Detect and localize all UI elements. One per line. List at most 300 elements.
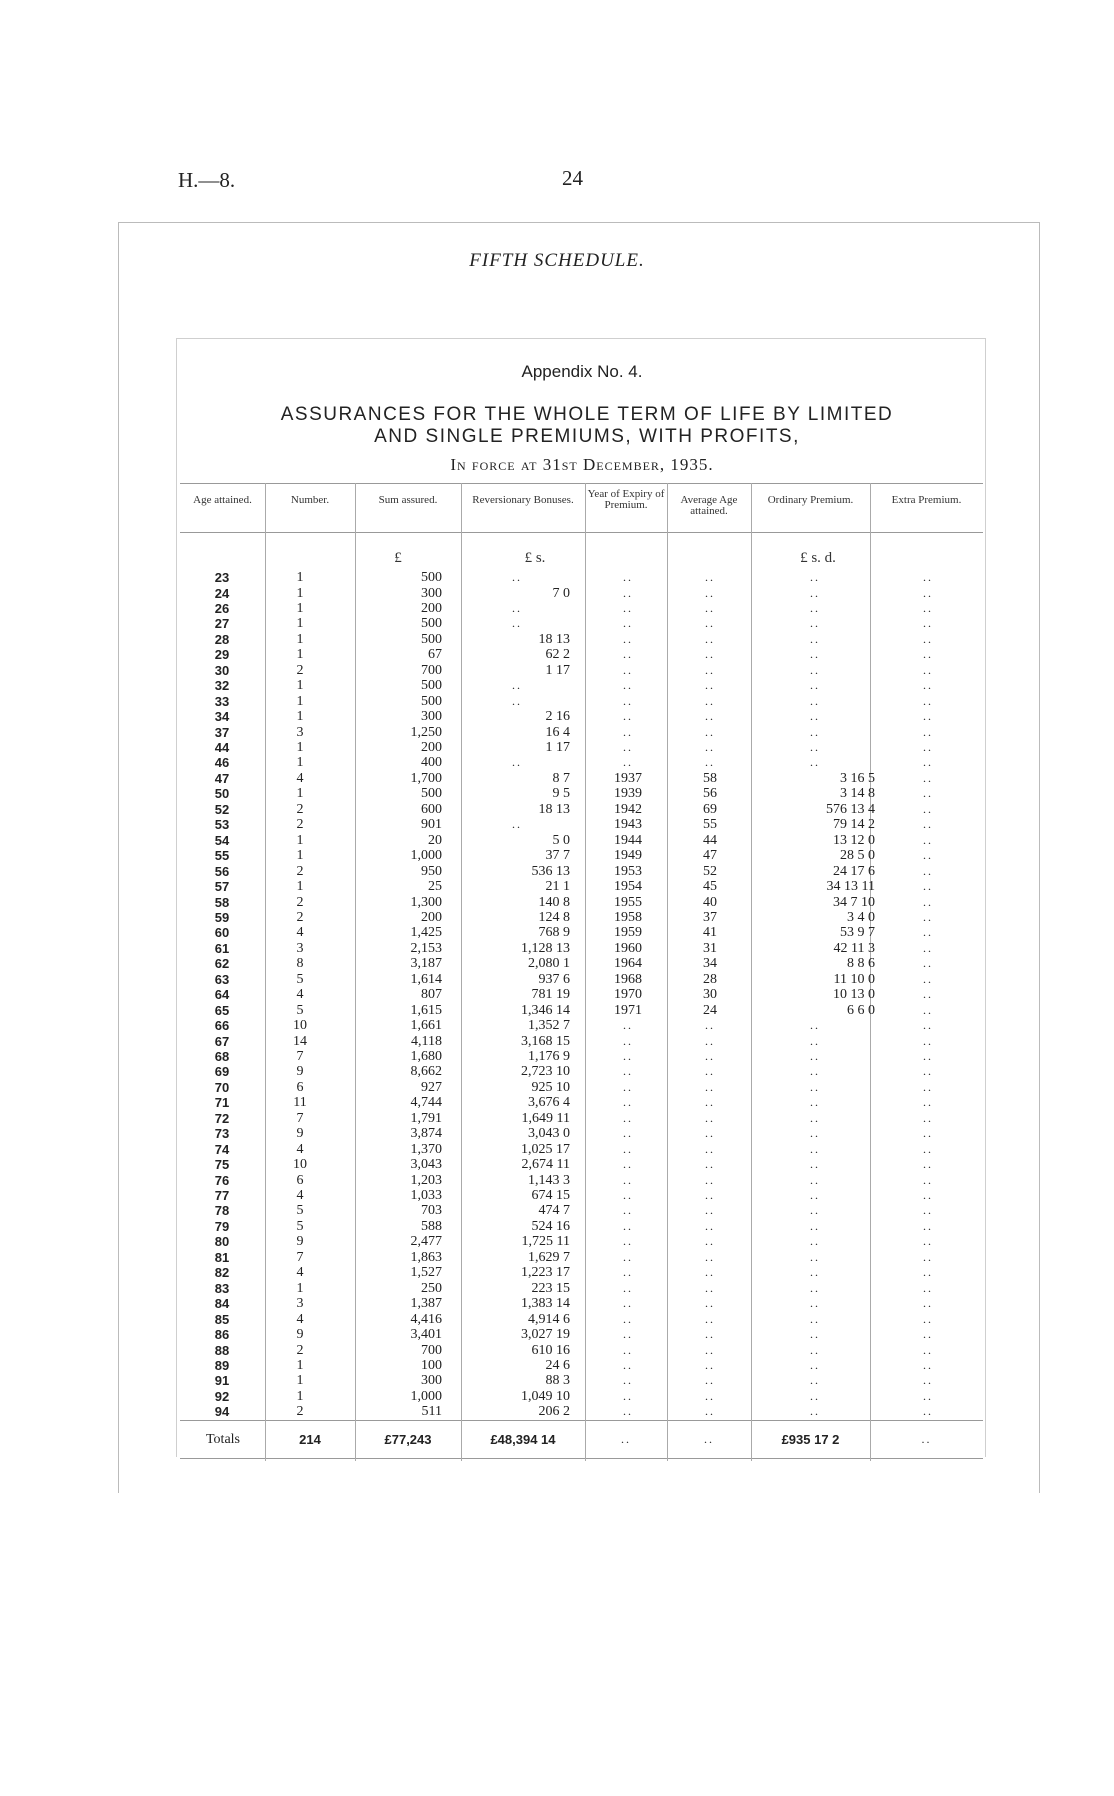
table-cell: 61 [214, 940, 230, 956]
table-cell: 4 [296, 987, 304, 1003]
table-cell: .. [705, 1110, 715, 1125]
table-cell: 9 [296, 1064, 304, 1080]
table-cell: 9 5 [552, 786, 570, 802]
table-cell: 1,203 [410, 1172, 442, 1188]
table-cell: .. [810, 1064, 820, 1079]
table-cell: .. [923, 848, 933, 863]
table-cell: .. [810, 1079, 820, 1094]
table-cell: .. [923, 1203, 933, 1218]
main-title-line-1: ASSURANCES FOR THE WHOLE TERM OF LIFE BY LIMITED [280, 404, 894, 425]
table-cell: .. [705, 631, 715, 646]
table-cell: 1,791 [410, 1110, 442, 1126]
table-cell: 7 0 [552, 585, 570, 601]
table-cell: .. [705, 1095, 715, 1110]
subtitle: In force at 31st December, 1935. [450, 455, 714, 474]
table-cell: 524 16 [531, 1218, 570, 1234]
table-cell: 5 0 [552, 832, 570, 848]
table-cell: 54 [214, 832, 230, 848]
table-cell: .. [623, 1249, 633, 1264]
table-cell: 300 [421, 585, 442, 601]
table-cell: 56 [703, 786, 717, 802]
totals-bonus: £48,394 14 [490, 1432, 556, 1447]
table-cell: 511 [421, 1404, 442, 1420]
table-cell: 28 [703, 971, 717, 987]
table-cell: 200 [421, 909, 442, 925]
table-cell: 1 [296, 740, 304, 755]
table-cell: .. [923, 801, 933, 816]
table-cell: .. [923, 1095, 933, 1110]
table-cell: 1958 [614, 909, 642, 925]
page-number: 24 [562, 166, 583, 190]
table-cell: 1955 [614, 894, 642, 910]
table-cell: 1 [296, 879, 304, 894]
table-cell: 1,000 [410, 1388, 442, 1404]
table-cell: .. [623, 1033, 633, 1048]
table-cell: 4,416 [410, 1311, 442, 1327]
table-cell: .. [923, 662, 933, 677]
table-cell: 76 [214, 1172, 230, 1188]
column-header-year: Year of Expiry of Premium. [587, 488, 665, 511]
appendix-heading: Appendix No. 4. [521, 362, 643, 381]
column-header-avg-age: Average Age attained. [680, 494, 738, 517]
table-cell: 8 8 6 [847, 956, 875, 972]
table-cell: .. [705, 724, 715, 739]
table-cell: 45 [703, 879, 717, 894]
table-cell: .. [923, 1110, 933, 1125]
totals-avg-age: .. [704, 1432, 714, 1446]
table-cell: .. [923, 1033, 933, 1048]
table-cell: .. [623, 755, 633, 770]
table-cell: .. [705, 1234, 715, 1249]
table-cell: .. [810, 1388, 820, 1403]
table-cell: 62 2 [545, 647, 570, 663]
table-cell: 11 10 0 [833, 971, 875, 987]
table-cell: .. [623, 1373, 633, 1388]
table-cell: 58 [703, 770, 717, 786]
table-cell: .. [810, 662, 820, 677]
table-cell: 1 [296, 832, 304, 848]
table-cell: 1 [296, 600, 304, 616]
table-cell: 62 [214, 956, 230, 972]
table-cell: 14 [293, 1033, 307, 1049]
table-cell: 2 [296, 1342, 304, 1358]
table-cell: .. [623, 1311, 633, 1326]
table-cell: .. [810, 1110, 820, 1125]
unit-sum: £ [394, 550, 402, 566]
table-cell: .. [923, 709, 933, 723]
table-cell: .. [810, 740, 820, 754]
table-cell: .. [923, 600, 933, 615]
table-cell: 100 [421, 1357, 442, 1373]
table-cell: 79 [214, 1218, 230, 1234]
table-cell: 41 [703, 925, 717, 941]
table-cell: .. [923, 1172, 933, 1187]
table-cell: 65 [214, 1002, 230, 1018]
table-cell: 77 [214, 1188, 230, 1203]
table-cell: 901 [421, 817, 442, 833]
table-cell: 10 [293, 1157, 307, 1173]
table-cell: 3,043 0 [528, 1126, 570, 1142]
table-cell: 576 13 4 [826, 801, 875, 817]
table-cell: .. [810, 724, 820, 739]
table-cell: 500 [421, 693, 442, 709]
table-cell: 30 [703, 987, 717, 1003]
table-cell: .. [705, 1079, 715, 1094]
table-cell: .. [512, 600, 522, 615]
table-cell: .. [623, 1234, 633, 1249]
table-cell: 88 [214, 1342, 230, 1358]
table-cell: 1,000 [410, 848, 442, 864]
table-cell: 3 4 0 [847, 909, 875, 925]
table-cell: 3,027 19 [521, 1327, 570, 1342]
table-cell: .. [810, 1218, 820, 1233]
table-cell: 500 [421, 678, 442, 694]
table-cell: .. [705, 616, 715, 631]
table-cell: 18 13 [538, 801, 570, 817]
table-cell: 703 [421, 1203, 442, 1219]
table-cell: .. [623, 1064, 633, 1079]
table-cell: .. [705, 1172, 715, 1187]
table-cell: 300 [421, 1373, 442, 1389]
table-cell: 73 [214, 1126, 230, 1142]
table-cell: 2 [296, 1404, 304, 1420]
totals-number: 214 [299, 1432, 321, 1447]
table-cell: .. [512, 616, 522, 631]
table-cell: 57 [214, 879, 230, 894]
table-cell: 34 7 10 [833, 894, 875, 910]
table-cell: .. [923, 817, 933, 832]
table-cell: 4 [296, 1141, 304, 1157]
table-cell: .. [810, 755, 820, 770]
table-cell: 74 [214, 1141, 230, 1157]
table-cell: .. [923, 1249, 933, 1264]
table-cell: 1,615 [410, 1002, 442, 1018]
table-cell: 1,629 7 [528, 1249, 570, 1265]
table-cell: 84 [214, 1296, 230, 1312]
table-cell: .. [705, 1033, 715, 1048]
table-cell: .. [623, 1327, 633, 1341]
table-cell: 80 [214, 1234, 230, 1250]
table-cell: 79 14 2 [833, 817, 875, 833]
table-cell: .. [705, 570, 715, 584]
table-cell: 34 13 11 [826, 879, 875, 894]
table-cell: 124 8 [538, 909, 570, 925]
table-cell: 200 [421, 740, 442, 755]
table-cell: 37 [703, 909, 717, 925]
table-cell: .. [705, 1342, 715, 1357]
table-cell: .. [623, 709, 633, 723]
table-cell: 2 [296, 909, 304, 925]
table-cell: .. [923, 1296, 933, 1311]
table-cell: .. [923, 1002, 933, 1017]
table-cell: 1,383 14 [521, 1296, 570, 1312]
table-cell: .. [923, 863, 933, 878]
table-cell: .. [705, 1203, 715, 1218]
table-cell: 1 [296, 848, 304, 864]
table-cell: .. [623, 1157, 633, 1172]
table-cell: 300 [421, 709, 442, 724]
table-cell: .. [923, 1157, 933, 1172]
table-cell: 1 [296, 570, 304, 585]
table-cell: 1 [296, 616, 304, 632]
table-cell: 4,744 [410, 1095, 442, 1111]
table-cell: 28 5 0 [840, 848, 875, 864]
table-cell: 600 [421, 801, 442, 817]
table-cell: .. [705, 1311, 715, 1326]
table-cell: 24 6 [545, 1357, 570, 1373]
table-cell: 781 19 [531, 987, 570, 1003]
table-cell: 88 3 [545, 1373, 570, 1389]
table-cell: .. [810, 1126, 820, 1141]
table-cell: .. [623, 631, 633, 646]
table-cell: 31 [703, 940, 717, 956]
table-cell: .. [705, 662, 715, 677]
table-cell: 69 [703, 801, 717, 817]
table-cell: 1 17 [545, 662, 570, 678]
table-top-rule [180, 483, 983, 484]
table-cell: .. [705, 647, 715, 662]
table-cell: .. [623, 1079, 633, 1094]
table-cell: 7 [296, 1249, 304, 1265]
table-cell: 2,674 11 [521, 1157, 570, 1173]
table-cell: 18 13 [538, 631, 570, 647]
table-cell: 4 [296, 925, 304, 941]
table-cell: 1 [296, 1280, 304, 1296]
table-cell: .. [810, 1033, 820, 1048]
table-cell: .. [810, 1342, 820, 1357]
table-cell: .. [705, 1157, 715, 1172]
table-cell: 3 [296, 724, 304, 740]
table-cell: 9 [296, 1327, 304, 1342]
table-cell: 1943 [614, 817, 642, 833]
table-cell: 55 [214, 848, 230, 864]
table-cell: 500 [421, 616, 442, 632]
table-cell: 50 [214, 786, 230, 802]
table-cell: .. [623, 1357, 633, 1372]
table-cell: 46 [214, 755, 230, 771]
table-cell: .. [923, 1265, 933, 1280]
table-cell: .. [623, 1280, 633, 1295]
table-cell: 2,723 10 [521, 1064, 570, 1080]
table-cell: .. [810, 1157, 820, 1172]
table-cell: .. [623, 1218, 633, 1233]
table-cell: 1944 [614, 832, 642, 848]
table-cell: .. [810, 1373, 820, 1388]
table-cell: 925 10 [531, 1079, 570, 1095]
table-cell: 30 [214, 662, 230, 678]
table-cell: .. [923, 755, 933, 770]
table-cell: .. [512, 755, 522, 770]
table-cell: .. [705, 678, 715, 693]
table-cell: .. [810, 1049, 820, 1063]
table-cell: 1954 [614, 879, 642, 894]
table-cell: .. [923, 1141, 933, 1156]
table-cell: 81 [214, 1249, 230, 1265]
table-cell: .. [623, 1296, 633, 1311]
table-cell: .. [623, 585, 633, 600]
table-cell: 1 [296, 1357, 304, 1373]
table-cell: 16 4 [545, 724, 570, 740]
table-cell: 60 [214, 925, 230, 941]
table-cell: 67 [428, 647, 442, 663]
table-cell: 13 12 0 [833, 832, 875, 848]
table-cell: 950 [421, 863, 442, 879]
table-cell: 140 8 [538, 894, 570, 910]
table-cell: 1,176 9 [528, 1049, 570, 1064]
table-cell: 1 [296, 678, 304, 694]
totals-bottom-rule [180, 1458, 983, 1459]
table-cell: .. [810, 1357, 820, 1372]
table-cell: 2 [296, 662, 304, 678]
table-cell: 1,143 3 [528, 1172, 570, 1188]
table-cell: .. [923, 1049, 933, 1063]
table-cell: .. [923, 909, 933, 924]
table-cell: .. [923, 1188, 933, 1202]
table-cell: .. [623, 1141, 633, 1156]
table-cell: 1 [296, 1388, 304, 1404]
table-cell: 1953 [614, 863, 642, 879]
table-cell: 1,700 [410, 770, 442, 786]
table-cell: 6 6 0 [847, 1002, 875, 1018]
table-cell: .. [705, 1141, 715, 1156]
table-cell: 23 [214, 570, 230, 585]
table-cell: .. [923, 786, 933, 801]
table-cell: .. [810, 570, 820, 584]
totals-sum: £77,243 [384, 1432, 432, 1447]
table-cell: .. [923, 971, 933, 986]
table-cell: 1,128 13 [521, 940, 570, 956]
table-cell: .. [705, 740, 715, 754]
table-cell: 1939 [614, 786, 642, 802]
table-cell: 3 16 5 [840, 770, 875, 786]
table-cell: 37 [214, 724, 230, 740]
table-cell: .. [705, 1249, 715, 1264]
table-cell: .. [923, 987, 933, 1002]
table-cell: .. [810, 616, 820, 631]
table-cell: .. [810, 1249, 820, 1264]
table-cell: .. [623, 1404, 633, 1419]
table-cell: .. [705, 1388, 715, 1403]
table-cell: 3,168 15 [521, 1033, 570, 1049]
column-header-number: Number. [290, 494, 330, 506]
schedule-title: FIFTH SCHEDULE. [469, 250, 645, 271]
table-cell: 24 [703, 1002, 717, 1018]
table-cell: .. [923, 585, 933, 600]
table-cell: .. [705, 585, 715, 600]
table-cell: 1942 [614, 801, 642, 817]
table-cell: 56 [214, 863, 230, 879]
table-cell: 5 [296, 1002, 304, 1018]
table-cell: .. [623, 570, 633, 584]
table-cell: 82 [214, 1265, 230, 1281]
table-cell: .. [512, 678, 522, 693]
table-cell: 33 [214, 693, 230, 709]
table-cell: 937 6 [538, 971, 570, 987]
table-cell: .. [923, 724, 933, 739]
table-cell: .. [623, 678, 633, 693]
table-cell: 9 [296, 1234, 304, 1250]
table-cell: .. [923, 1342, 933, 1357]
table-cell: .. [623, 1265, 633, 1280]
table-cell: .. [705, 1404, 715, 1419]
table-cell: .. [810, 1095, 820, 1110]
table-cell: 1964 [614, 956, 642, 972]
table-cell: .. [810, 1311, 820, 1326]
table-cell: 55 [703, 817, 717, 833]
table-cell: .. [623, 1388, 633, 1403]
table-cell: .. [923, 1327, 933, 1341]
table-cell: 223 15 [531, 1280, 570, 1296]
table-cell: .. [810, 600, 820, 615]
table-cell: 10 13 0 [833, 987, 875, 1003]
unit-bonus: £ s. [524, 550, 546, 566]
table-cell: .. [623, 1172, 633, 1187]
table-cell: .. [623, 1126, 633, 1141]
table-cell: .. [705, 1188, 715, 1202]
table-cell: 78 [214, 1203, 230, 1219]
table-cell: .. [810, 678, 820, 693]
table-cell: .. [923, 616, 933, 631]
table-cell: .. [623, 724, 633, 739]
table-cell: 8,662 [410, 1064, 442, 1080]
table-cell: 1,033 [410, 1188, 442, 1203]
unit-premium: £ s. d. [800, 550, 836, 566]
totals-label: Totals [205, 1432, 240, 1447]
table-cell: 1937 [614, 770, 642, 786]
table-cell: 66 [214, 1018, 230, 1033]
table-cell: .. [923, 894, 933, 909]
table-cell: .. [623, 647, 633, 662]
table-cell: 1,370 [410, 1141, 442, 1157]
table-cell: 68 [214, 1049, 230, 1064]
table-cell: .. [923, 678, 933, 693]
table-cell: 3 [296, 940, 304, 956]
table-cell: 21 1 [545, 879, 570, 894]
table-cell: 34 [703, 956, 717, 972]
table-cell: 5 [296, 971, 304, 987]
table-cell: 4 [296, 770, 304, 786]
table-cell: 52 [214, 801, 230, 817]
table-cell: .. [923, 1126, 933, 1141]
table-cell: 1,025 17 [521, 1141, 570, 1157]
table-cell: 92 [214, 1388, 230, 1404]
table-cell: 47 [703, 848, 717, 864]
table-cell: .. [623, 1110, 633, 1125]
table-cell: .. [923, 832, 933, 847]
table-cell: .. [923, 770, 933, 785]
table-cell: 700 [421, 662, 442, 678]
table-cell: 500 [421, 631, 442, 647]
table-cell: 500 [421, 786, 442, 802]
table-cell: 4 [296, 1311, 304, 1327]
table-cell: 2 [296, 801, 304, 817]
table-cell: .. [923, 1373, 933, 1388]
table-cell: .. [810, 1296, 820, 1311]
table-cell: .. [623, 1203, 633, 1218]
table-cell: 71 [214, 1095, 230, 1111]
table-cell: 2 [296, 863, 304, 879]
table-cell: 64 [214, 987, 230, 1003]
table-cell: .. [705, 1126, 715, 1141]
table-cell: 2 [296, 817, 304, 833]
table-cell: 59 [214, 909, 230, 925]
table-cell: 52 [703, 863, 717, 879]
table-cell: .. [810, 1188, 820, 1202]
table-cell: 474 7 [538, 1203, 570, 1219]
table-cell: 1,661 [410, 1018, 442, 1033]
table-cell: .. [810, 1172, 820, 1187]
table-cell: 83 [214, 1280, 230, 1296]
